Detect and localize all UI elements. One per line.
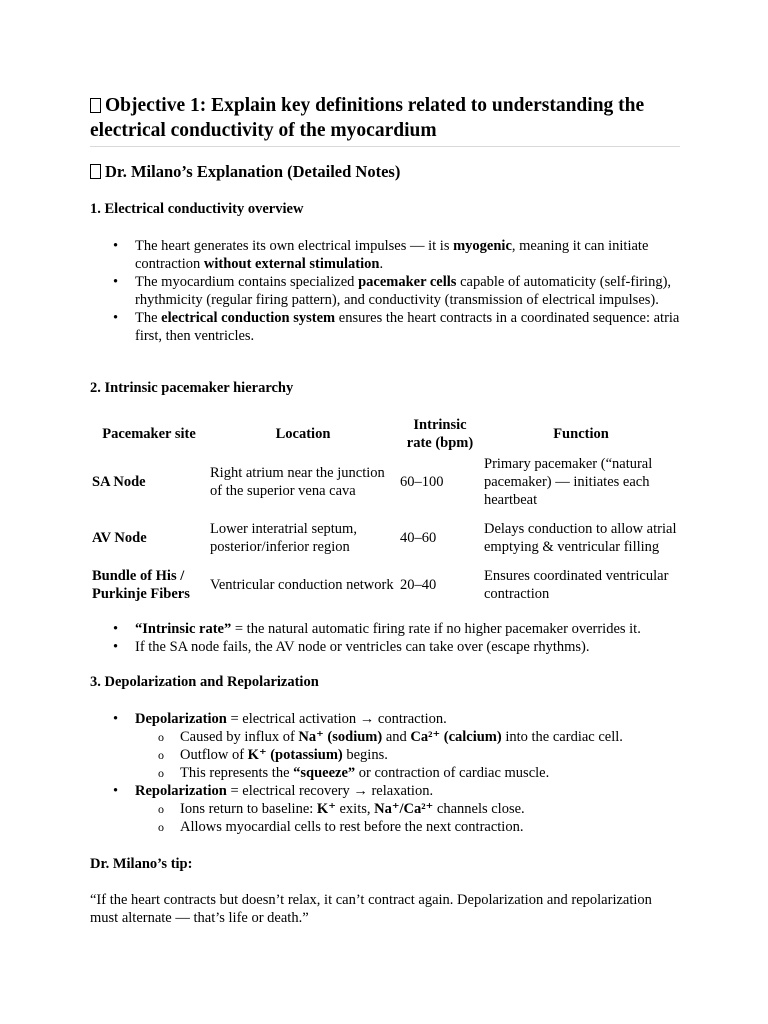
list-item: • Repolarization = electrical recovery → relaxation. o Ions return to baseline: K⁺ exits, Na⁺/Ca²⁺ channels close. o Allows myocardial cells to rest before the next contraction.: [90, 782, 680, 836]
sub-bullet-icon: o: [158, 802, 164, 816]
list-item: • Depolarization = electrical activation → contraction. o Caused by influx of Na⁺ (sodium) and Ca²⁺ (calcium) into the cardiac cell. o Outflow of K⁺ (potassium) begins. o This represents the “squeeze” or contraction of cardiac muscle.: [90, 710, 680, 782]
tip-quote: “If the heart contracts but doesn’t relax, it can’t contract again. Depolarization and repolarization must alternate — that’s life or death.”: [90, 892, 652, 926]
table-cell: 40–60: [400, 530, 437, 546]
explanation-heading-text: Dr. Milano’s Explanation (Detailed Notes): [105, 162, 401, 181]
section1-title: 1. Electrical conductivity overview: [90, 201, 304, 217]
table-row: [90, 566, 680, 604]
objective-heading-text: Objective 1: Explain key definitions related to understanding the electrical conductivity of the myocardium: [90, 95, 645, 141]
bullet-icon: •: [113, 783, 119, 799]
table-cell: Ensures coordinated ventricular contraction: [484, 568, 669, 602]
square-glyph-icon: [90, 164, 101, 179]
table-row: [90, 510, 680, 566]
bullet-icon: •: [113, 621, 119, 637]
repolarization-sublist: [135, 800, 680, 836]
table-cell: Bundle of His / Purkinje Fibers: [92, 568, 190, 602]
column-header: Intrinsic rate (bpm): [406, 417, 474, 451]
section1-bullets: [90, 237, 680, 345]
bullet-icon: •: [113, 238, 119, 254]
table-cell: Delays conduction to allow atrial emptying & ventricular filling: [484, 521, 677, 555]
square-glyph-icon: [90, 98, 101, 113]
bullet-icon: •: [113, 711, 119, 727]
list-item: • The heart generates its own electrical impulses — it is myogenic, meaning it can initiate contraction without external stimulation.: [113, 238, 649, 272]
bullet-icon: •: [113, 639, 119, 655]
sub-bullet-icon: o: [158, 748, 164, 762]
table-cell: 20–40: [400, 577, 437, 593]
section2-title: 2. Intrinsic pacemaker hierarchy: [90, 380, 294, 396]
sub-list-item: o Allows myocardial cells to rest before the next contraction.: [158, 819, 524, 835]
sub-bullet-icon: o: [158, 766, 164, 780]
sub-list-item: o Ions return to baseline: K⁺ exits, Na⁺/Ca²⁺ channels close.: [158, 801, 525, 817]
pacemaker-table: [90, 414, 680, 604]
table-cell: Ventricular conduction network: [210, 577, 394, 593]
table-cell: Primary pacemaker (“natural pacemaker) — initiates each heartbeat: [484, 456, 653, 508]
table-row: [90, 454, 680, 510]
list-item: • If the SA node fails, the AV node or ventricles can take over (escape rhythms).: [113, 639, 590, 655]
list-item: • “Intrinsic rate” = the natural automatic firing rate if no higher pacemaker overrides it.: [113, 621, 641, 637]
table-header-row: [90, 414, 680, 454]
table-cell: Right atrium near the junction of the superior vena cava: [210, 465, 385, 499]
objective-heading: [90, 93, 680, 147]
section3-title: 3. Depolarization and Repolarization: [90, 674, 319, 690]
table-cell: SA Node: [92, 474, 146, 490]
column-header: Function: [553, 426, 609, 442]
bullet-icon: •: [113, 274, 119, 290]
sub-bullet-icon: o: [158, 820, 164, 834]
bullet-icon: •: [113, 310, 119, 326]
explanation-heading: [90, 161, 400, 182]
column-header: Pacemaker site: [102, 426, 196, 442]
list-item: • The electrical conduction system ensures the heart contracts in a coordinated sequence: atria first, then ventricles.: [113, 310, 680, 344]
depolarization-sublist: [135, 728, 680, 782]
table-cell: 60–100: [400, 474, 444, 490]
tip-title: Dr. Milano’s tip:: [90, 856, 193, 872]
table-cell: Lower interatrial septum, posterior/inferior region: [210, 521, 357, 555]
section2-notes: [90, 620, 680, 656]
sub-list-item: o Outflow of K⁺ (potassium) begins.: [158, 747, 388, 763]
section3-bullets: [90, 710, 680, 836]
list-item: • The myocardium contains specialized pacemaker cells capable of automaticity (self-firing), rhythmicity (regular firing pattern), and conductivity (transmission of electrical impulses).: [113, 274, 672, 308]
sub-bullet-icon: o: [158, 730, 164, 744]
table-cell: AV Node: [92, 530, 147, 546]
column-header: Location: [275, 426, 331, 442]
sub-list-item: o Caused by influx of Na⁺ (sodium) and Ca²⁺ (calcium) into the cardiac cell.: [158, 729, 623, 745]
sub-list-item: o This represents the “squeeze” or contraction of cardiac muscle.: [158, 765, 550, 781]
